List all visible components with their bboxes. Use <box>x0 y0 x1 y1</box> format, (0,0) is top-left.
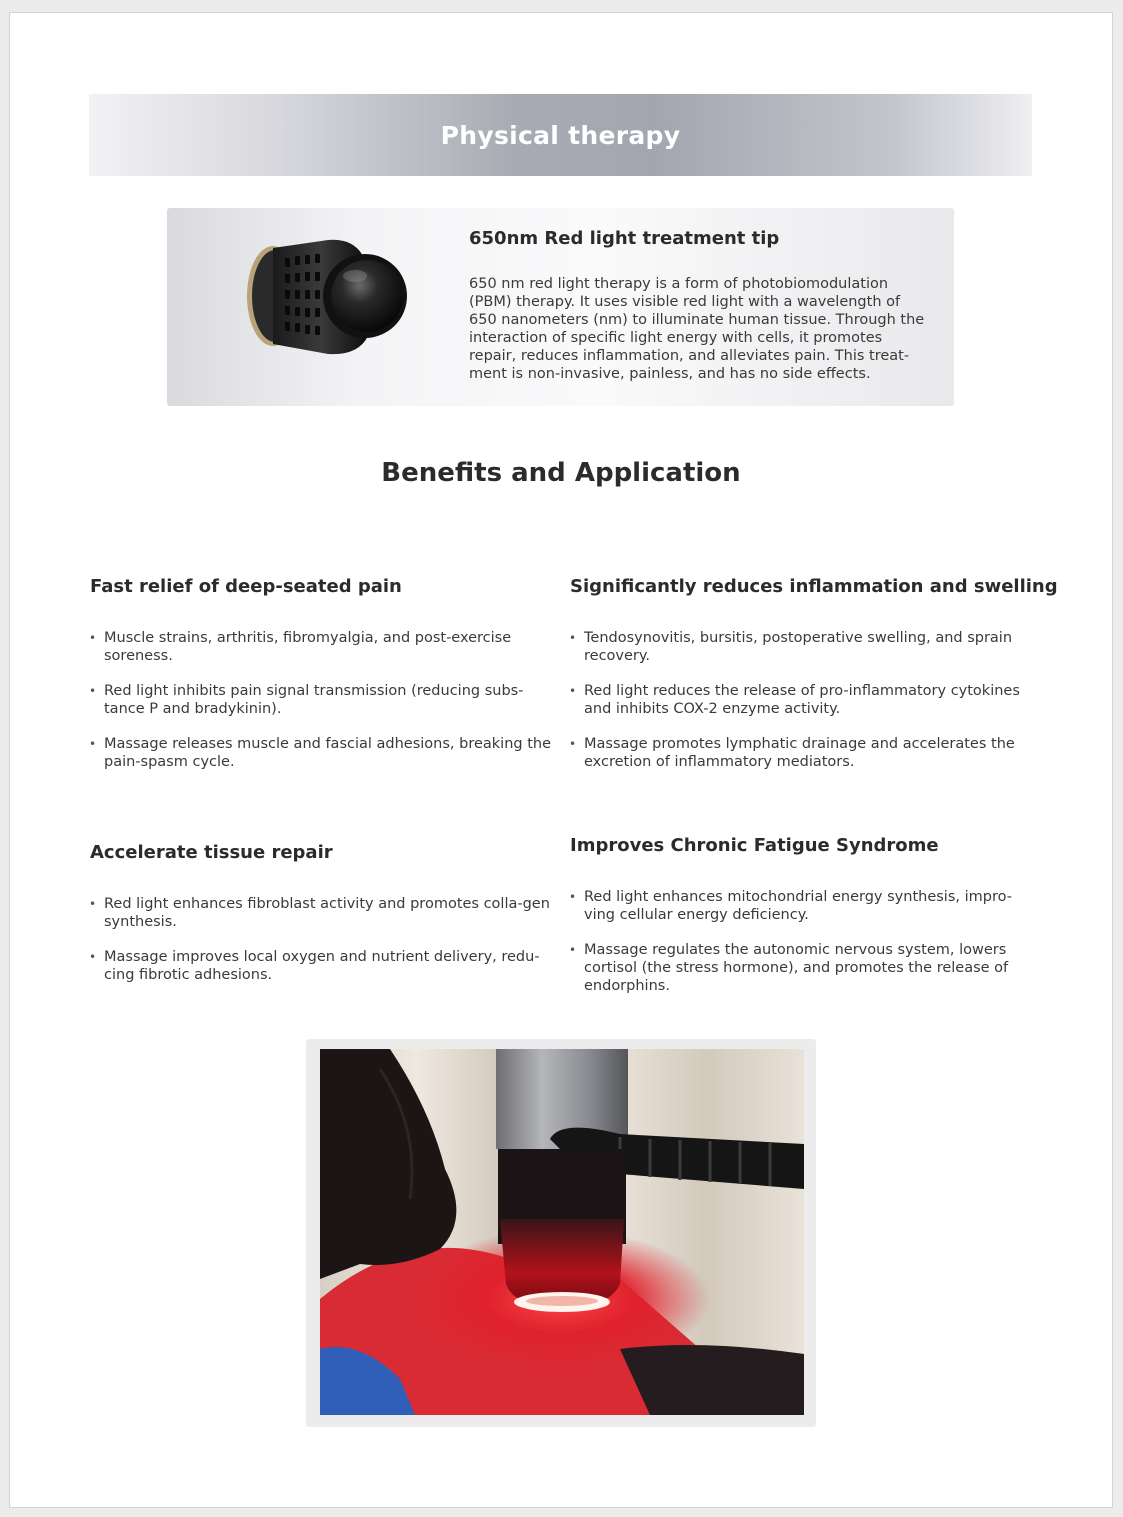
benefit-block-pain <box>90 576 555 788</box>
benefit-list <box>570 629 1035 771</box>
header-banner <box>89 94 1032 176</box>
benefit-heading: Significantly reduces inflammation and swelling <box>570 576 1058 597</box>
list-item: • Massage releases muscle and fascial adhesions, breaking the pain-spasm cycle. <box>90 735 555 771</box>
treatment-photo-frame <box>306 1039 816 1427</box>
list-item: • Massage promotes lymphatic drainage and accelerates the excretion of inflammatory mediators. <box>570 735 1035 771</box>
treatment-tip-card <box>167 208 954 406</box>
benefits-title: Benefits and Application <box>381 458 741 488</box>
benefit-heading: Fast relief of deep-seated pain <box>90 576 402 597</box>
list-item: • Red light enhances mitochondrial energy synthesis, impro-ving cellular energy deficiency. <box>570 888 1035 924</box>
benefit-block-fatigue <box>570 835 1035 1012</box>
benefit-block-tissue-repair <box>90 842 555 1001</box>
red-light-tip-image <box>233 226 413 376</box>
tip-title: 650nm Red light treatment tip <box>469 228 780 249</box>
page-title: Physical therapy <box>440 120 681 150</box>
list-item: • Red light enhances fibroblast activity and promotes colla-gen synthesis. <box>90 895 555 931</box>
benefit-block-inflammation <box>570 576 1058 788</box>
document-page <box>9 12 1113 1508</box>
list-item: • Muscle strains, arthritis, fibromyalgia, and post-exercise soreness. <box>90 629 555 665</box>
benefit-heading: Improves Chronic Fatigue Syndrome <box>570 835 939 856</box>
benefit-heading: Accelerate tissue repair <box>90 842 333 863</box>
list-item: • Massage regulates the autonomic nervous system, lowers cortisol (the stress hormone), and promotes the release of endorphins. <box>570 941 1035 995</box>
list-item: • Tendosynovitis, bursitis, postoperative swelling, and sprain recovery. <box>570 629 1035 665</box>
benefit-list <box>90 895 555 984</box>
list-item: • Red light inhibits pain signal transmission (reducing subs-tance P and bradykinin). <box>90 682 555 718</box>
treatment-photo <box>320 1049 804 1415</box>
benefit-list <box>90 629 555 771</box>
list-item: • Red light reduces the release of pro-inflammatory cytokines and inhibits COX-2 enzyme activity. <box>570 682 1035 718</box>
tip-description: 650 nm red light therapy is a form of photobiomodulation (PBM) therapy. It uses visible red light with a wavelength of 650 nanometers (nm) to illuminate human tissue. Through the interaction of specific light energy with cells, it promotes repair, reduces inflammation, and alleviates pain. This treat-ment is non-invasive, painless, and has no side effects. <box>469 276 925 382</box>
benefit-list <box>570 888 1035 995</box>
list-item: • Massage improves local oxygen and nutrient delivery, redu-cing fibrotic adhesions. <box>90 948 555 984</box>
